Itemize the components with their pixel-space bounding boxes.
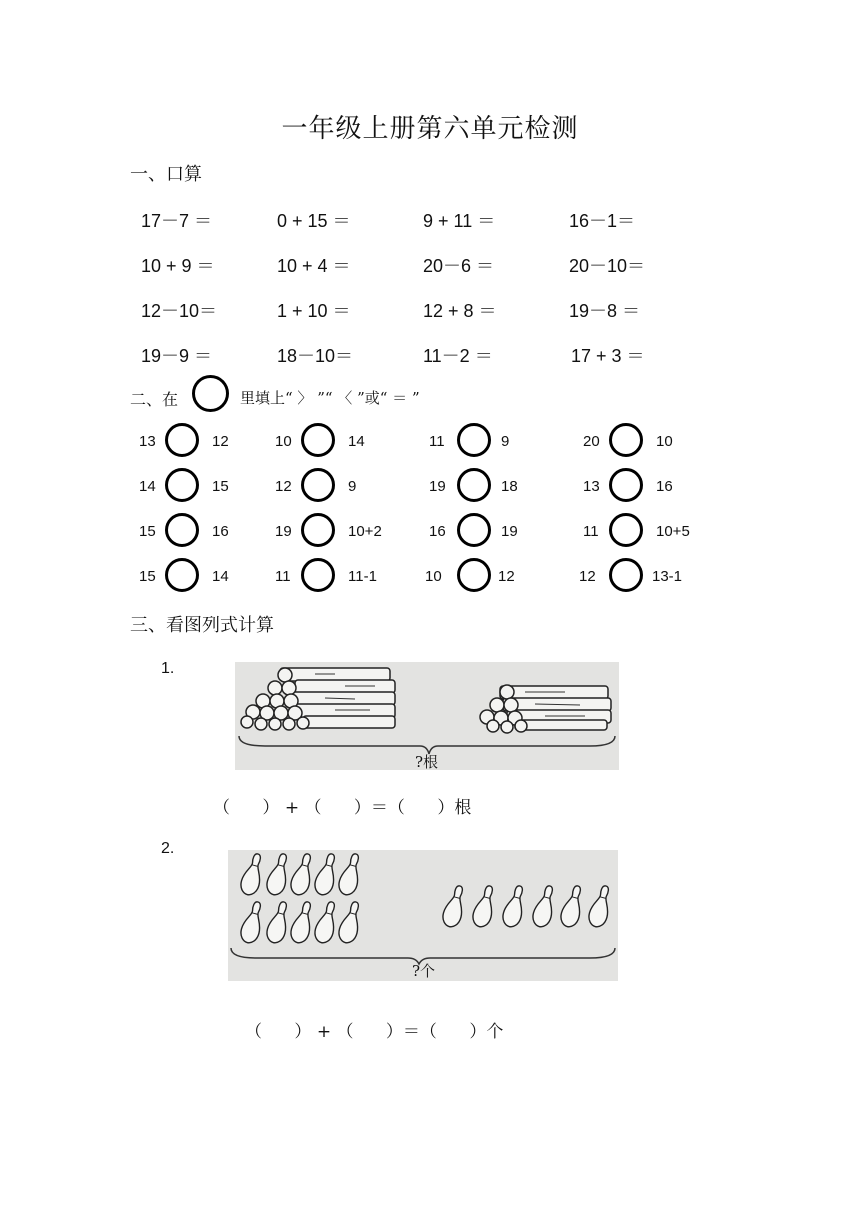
- logs-caption: ?根: [415, 753, 439, 770]
- compare-right: 13-1: [652, 568, 683, 585]
- section3-heading: 三、看图列式计算: [130, 615, 274, 636]
- compare-circle[interactable]: [165, 468, 199, 502]
- compare-left: 19: [275, 523, 292, 540]
- compare-left: 20: [583, 433, 600, 450]
- compare-right: 10+2: [348, 523, 382, 540]
- compare-circle[interactable]: [457, 558, 491, 592]
- page-title: 一年级上册第六单元检测: [281, 114, 579, 144]
- oral-item: 11－2 ＝: [423, 346, 493, 366]
- oral-item: 16－1＝: [569, 211, 636, 231]
- compare-right: 11-1: [348, 568, 377, 585]
- compare-circle[interactable]: [609, 558, 643, 592]
- compare-circle[interactable]: [301, 558, 335, 592]
- oral-item: 9 + 11 ＝: [423, 211, 496, 231]
- compare-left: 11: [583, 523, 599, 540]
- logs-picture: [235, 662, 619, 770]
- compare-circle[interactable]: [609, 468, 643, 502]
- compare-circle[interactable]: [457, 423, 491, 457]
- section2-heading-suffix: 里填上“ 〉 ”“ 〈 ”或“ ＝ ”: [240, 389, 420, 407]
- pins-caption: ?个: [412, 962, 436, 980]
- compare-left: 15: [139, 568, 156, 585]
- oral-item: 17－7 ＝: [141, 211, 213, 231]
- pins-picture: [228, 850, 618, 981]
- compare-right: 10: [656, 433, 673, 450]
- problem1-number: 1.: [161, 660, 175, 677]
- compare-left: 10: [275, 433, 292, 450]
- oral-item: 20－6 ＝: [423, 256, 495, 276]
- problem2-number: 2.: [161, 840, 175, 857]
- compare-circle[interactable]: [165, 423, 199, 457]
- compare-right: 12: [498, 568, 515, 585]
- compare-left: 10: [425, 568, 442, 585]
- compare-circle[interactable]: [457, 468, 491, 502]
- compare-left: 13: [139, 433, 156, 450]
- oral-item: 18－10＝: [277, 346, 354, 366]
- compare-circle[interactable]: [457, 513, 491, 547]
- oral-item: 10 + 4 ＝: [277, 256, 351, 276]
- compare-right: 15: [212, 478, 229, 495]
- compare-right: 19: [501, 523, 518, 540]
- compare-left: 11: [275, 568, 291, 585]
- oral-item: 1 + 10 ＝: [277, 301, 351, 321]
- oral-item: 12－10＝: [141, 301, 218, 321]
- oral-item: 12 + 8 ＝: [423, 301, 497, 321]
- compare-right: 14: [212, 568, 229, 585]
- compare-left: 12: [579, 568, 596, 585]
- compare-right: 9: [348, 478, 357, 495]
- compare-left: 14: [139, 478, 156, 495]
- compare-left: 16: [429, 523, 446, 540]
- section2-heading-prefix: 二、在: [130, 390, 179, 409]
- compare-circle[interactable]: [609, 423, 643, 457]
- compare-left: 13: [583, 478, 600, 495]
- compare-circle[interactable]: [165, 558, 199, 592]
- compare-right: 16: [656, 478, 673, 495]
- oral-item: 19－8 ＝: [569, 301, 641, 321]
- problem2-equation: （ ） + （ ）＝（ ）个: [245, 1022, 504, 1042]
- compare-left: 19: [429, 478, 446, 495]
- compare-circle[interactable]: [165, 513, 199, 547]
- compare-circle[interactable]: [301, 468, 335, 502]
- compare-left: 12: [275, 478, 292, 495]
- oral-item: 10 + 9 ＝: [141, 256, 215, 276]
- compare-right: 16: [212, 523, 229, 540]
- answer-circle-icon: [192, 375, 229, 412]
- compare-right: 18: [501, 478, 518, 495]
- oral-item: 20－10＝: [569, 256, 646, 276]
- compare-right: 9: [501, 433, 510, 450]
- problem1-equation: （ ） + （ ）＝（ ）根: [213, 798, 472, 818]
- section1-heading: 一、口算: [130, 164, 202, 185]
- compare-circle[interactable]: [301, 513, 335, 547]
- compare-right: 14: [348, 433, 365, 450]
- compare-left: 11: [429, 433, 445, 450]
- oral-item: 0 + 15 ＝: [277, 211, 351, 231]
- compare-right: 12: [212, 433, 229, 450]
- compare-right: 10+5: [656, 523, 690, 540]
- oral-item: 17 + 3 ＝: [571, 346, 645, 366]
- compare-circle[interactable]: [301, 423, 335, 457]
- compare-left: 15: [139, 523, 156, 540]
- oral-item: 19－9 ＝: [141, 346, 213, 366]
- compare-circle[interactable]: [609, 513, 643, 547]
